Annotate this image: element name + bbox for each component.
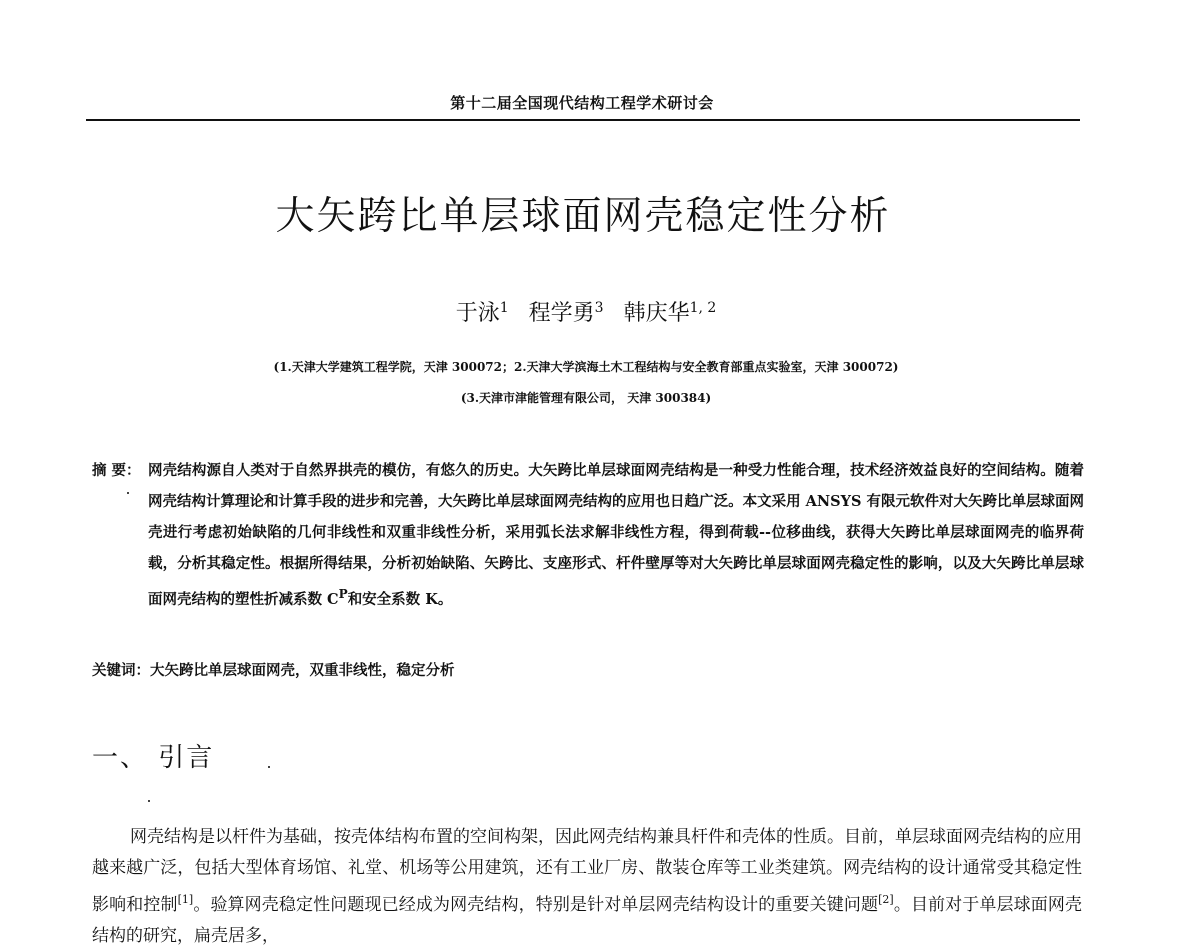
header-rule <box>86 119 1080 121</box>
author-name: 于泳 <box>455 301 500 326</box>
citation-ref-2: [2] <box>878 893 894 906</box>
author-affil-mark: 1 <box>499 300 509 316</box>
keywords-label: 关键词： <box>92 662 150 679</box>
affiliation-line-1: (1.天津大学建筑工程学院，天津 300072；2.天津大学滨海土木工程结构与安全教育部重点实验室，天津 300072) <box>273 360 899 374</box>
running-header: 第十二届全国现代结构工程学术研讨会 <box>450 94 714 112</box>
abstract-body: 网壳结构源自人类对于自然界拱壳的模仿，有悠久的历史。大矢跨比单层球面网壳结构是一种受力性能合理，技术经济效益良好的空间结构。随着网壳结构计算理论和计算手段的进步和完善，大矢跨比单层球面网壳结构的应用也日趋广泛。本文采用 ANSYS 有限元软件对大矢跨比单层球面网壳进行考虑初始缺陷的几何非线性和双重非线性分析，采用弧长法求解非线性方程，得到荷载--位移曲线，获得大矢跨比单层球面网壳的临界荷载，分析其稳定性。根据所得结果，分析初始缺陷、矢跨比、支座形式、杆件壁厚等对大矢跨比单层球面网壳稳定性的影响，以及大矢跨比单层球面网壳结构的塑性折减系数 C <box>148 462 1084 608</box>
affiliation-line-2: (3.天津市津能管理有限公司， 天津 300384) <box>460 391 712 405</box>
keywords-text: 大矢跨比单层球面网壳，双重非线性，稳定分析 <box>150 662 455 679</box>
author-name: 韩庆华 <box>623 301 690 326</box>
intro-text-3: 。目前对于单层球面网壳结构的研究，扁壳居多， <box>92 895 1083 946</box>
author-affil-mark: 3 <box>594 300 604 316</box>
abstract-superscript: P <box>338 587 348 601</box>
intro-text-1: 网壳结构是以杆件为基础，按壳体结构布置的空间构架，因此网壳结构兼具杆件和壳体的性质。目前，单层球面网壳结构的应用越来越广泛，包括大型体育场馆、礼堂、机场等公用建筑，还有工业厂房、散装仓库等工业类建筑。网壳结构的设计通常受其稳定性影响和控制 <box>92 827 1082 915</box>
scan-speck <box>127 492 129 494</box>
keywords-line <box>92 659 1084 680</box>
intro-paragraph <box>92 822 1082 952</box>
author-affil-mark: 1, 2 <box>689 300 717 316</box>
scan-speck <box>268 766 270 768</box>
scan-speck <box>148 800 150 802</box>
abstract-text <box>148 455 1084 615</box>
intro-text-2: 。验算网壳稳定性问题现已经成为网壳结构，特别是针对单层网壳结构设计的重要关键问题 <box>193 895 879 915</box>
author-name: 程学勇 <box>528 301 595 326</box>
abstract-label: 摘 要： <box>92 462 141 479</box>
paper-title: 大矢跨比单层球面网壳稳定性分析 <box>275 194 891 239</box>
author-line <box>86 296 1086 327</box>
section-heading: 一、 引言 <box>92 743 215 773</box>
abstract-block <box>92 455 1084 615</box>
citation-ref-1: [1] <box>177 893 194 906</box>
abstract-tail: 和安全系数 K。 <box>347 590 453 608</box>
